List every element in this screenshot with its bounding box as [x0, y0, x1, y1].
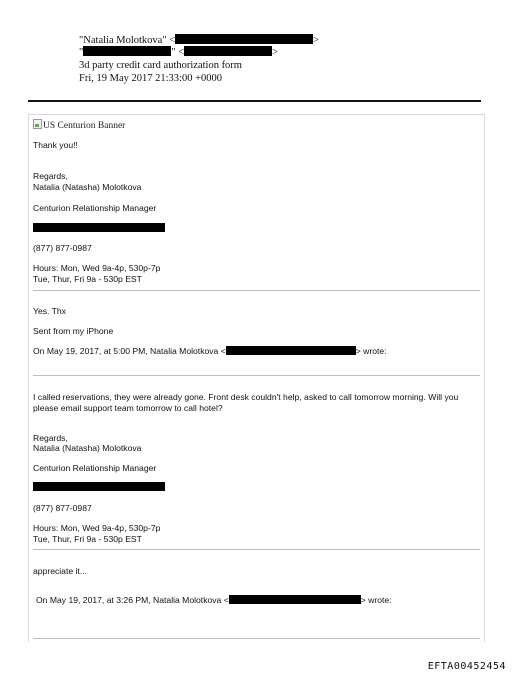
to-close: >: [272, 47, 279, 58]
date-value: Fri, 19 May 2017 21:33:00 +0000: [79, 73, 223, 84]
to-value: [79, 46, 278, 60]
message1-regards: Regards,: [33, 171, 68, 181]
document-id: EFTA00452454: [427, 661, 506, 672]
redaction-bar: [33, 482, 165, 491]
message-divider: [33, 290, 480, 291]
message3-hours2: Tue, Thur, Fri 9a - 530p EST: [33, 534, 142, 544]
message-body-panel: [28, 114, 485, 642]
banner-alt-text: US Centurion Banner: [43, 121, 126, 131]
message-divider: [33, 375, 480, 376]
quote-suffix: > wrote:: [355, 346, 387, 356]
subject-value: 3d party credit card authorization form: [79, 60, 242, 71]
header-divider: [28, 100, 481, 102]
to-open: ": [79, 47, 84, 58]
redaction-bar: [33, 223, 165, 232]
quote-suffix: > wrote:: [360, 595, 392, 605]
message1-hours1: Hours: Mon, Wed 9a-4p, 530p-7p: [33, 263, 161, 273]
quote-prefix: On May 19, 2017, at 5:00 PM, Natalia Molotkova <: [33, 346, 226, 356]
message2-quote-header: [33, 346, 387, 357]
message3-hours1: Hours: Mon, Wed 9a-4p, 530p-7p: [33, 523, 161, 533]
message3-phone: (877) 877-0987: [33, 503, 92, 513]
message1-thanks: Thank you!!: [33, 140, 78, 150]
message1-redaction: [33, 223, 165, 234]
from-close: >: [313, 35, 320, 46]
message2-body: Yes. Thx: [33, 306, 66, 316]
message3-title: Centurion Relationship Manager: [33, 463, 157, 473]
redaction-bar: [226, 346, 356, 355]
message-divider: [33, 638, 480, 639]
redaction-bar: [229, 595, 361, 604]
message3-redaction: [33, 482, 165, 493]
message3-body-line2: please email support team tomorrow to call hotel?: [33, 403, 223, 413]
message3-regards: Regards,: [33, 433, 68, 443]
message4-quote-header: [36, 595, 392, 606]
message3-body-line1: I called reservations, they were already gone. Front desk couldn't help, asked to call tomorrow morning. Will you: [33, 392, 459, 402]
redaction-bar: [83, 46, 171, 56]
redaction-bar: [184, 46, 272, 56]
redaction-bar: [175, 34, 313, 44]
message3-name: Natalia (Natasha) Molotkova: [33, 443, 142, 453]
message4-body: appreciate it...: [33, 566, 87, 576]
message1-phone: (877) 877-0987: [33, 243, 92, 253]
message1-name: Natalia (Natasha) Molotkova: [33, 182, 142, 192]
quote-prefix: On May 19, 2017, at 3:26 PM, Natalia Molotkova <: [36, 595, 229, 605]
message1-title: Centurion Relationship Manager: [33, 203, 157, 213]
message2-sent: Sent from my iPhone: [33, 326, 114, 336]
message-divider: [33, 549, 480, 550]
broken-image-icon: [33, 119, 42, 129]
from-name: "Natalia Molotkova" <: [79, 35, 176, 46]
to-mid: " <: [171, 47, 185, 58]
banner-image: [33, 119, 125, 131]
message1-hours2: Tue, Thur, Fri 9a - 530p EST: [33, 274, 142, 284]
